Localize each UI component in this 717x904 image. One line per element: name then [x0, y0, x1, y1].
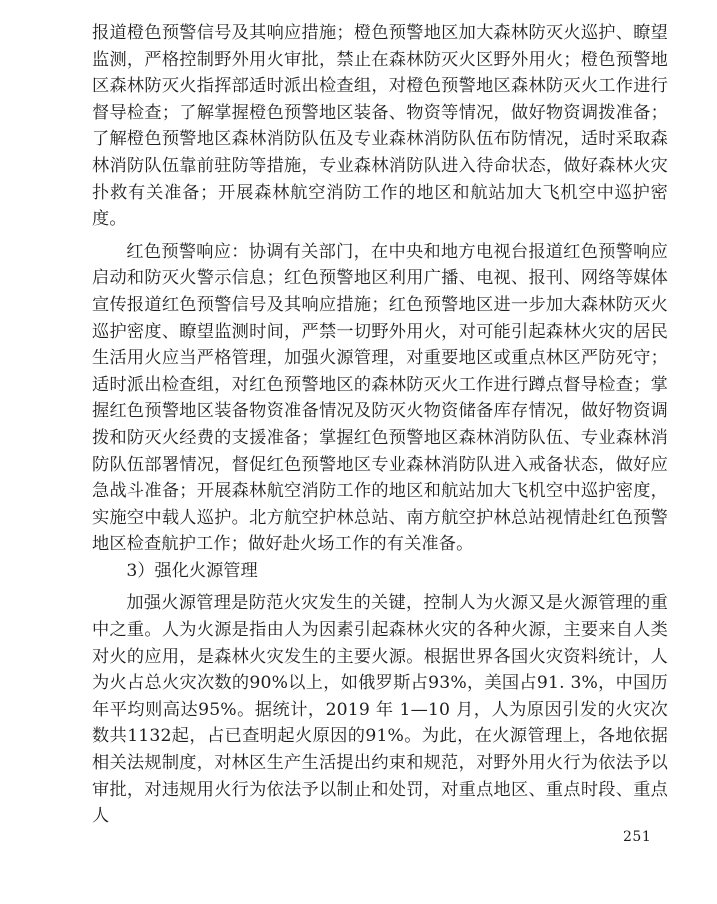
section-heading-fire-source-management: 3）强化火源管理: [126, 560, 258, 581]
page-number: 251: [623, 829, 652, 845]
paragraph-fire-source-management: 加强火源管理是防范火灾发生的关键，控制人为火源又是火源管理的重中之重。人为火源是指由人为因素引起森林火灾的各种火源，主要来自人类对火的应用，是森林火灾发生的主要火源。根据世界各国火灾资料统计，人为火占总火灾次数的90%以上，如俄罗斯占93%，美国占91. 3%，中国历年平均则高达95%。据统计，2019 年 1—10 月，人为原因引发的火灾次数共1132起，占已查明起火原因的91%。为此，在火源管理上，各地依据相关法规制度，对林区生产生活提出约束和规范，对野外用火行为依法予以审批，对违规用火行为依法予以制止和处罚，对重点地区、重点时段、重点人: [92, 593, 668, 827]
paragraph-orange-warning-continued: 报道橙色预警信号及其响应措施；橙色预警地区加大森林防灭火巡护、瞭望监测，严格控制野外用火审批，禁止在森林防灭火区野外用火；橙色预警地区森林防灭火指挥部适时派出检查组，对橙色预警地区森林防灭火工作进行督导检查；了解掌握橙色预警地区装备、物资等情况，做好物资调拨准备；了解橙色预警地区森林消防队伍及专业森林消防队伍布防情况，适时采取森林消防队伍靠前驻防等措施，专业森林消防队进入待命状态，做好森林火灾扑救有关准备；开展森林航空消防工作的地区和航站加大飞机空中巡护密度。: [92, 23, 668, 230]
document-page: [92, 0, 668, 904]
paragraph-red-warning-response: 红色预警响应：协调有关部门，在中央和地方电视台报道红色预警响应启动和防灭火警示信息；红色预警地区利用广播、电视、报刊、网络等媒体宣传报道红色预警信号及其响应措施；红色预警地区进一步加大森林防灭火巡护密度、瞭望监测时间，严禁一切野外用火，对可能引起森林火灾的居民生活用火应当严格管理，加强火源管理，对重要地区或重点林区严防死守；适时派出检查组，对红色预警地区的森林防灭火工作进行蹲点督导检查；掌握红色预警地区装备物资准备情况及防灭火物资储备库存情况，做好物资调拨和防灭火经费的支援准备；掌握红色预警地区森林消防队伍、专业森林消防队伍部署情况，督促红色预警地区专业森林消防队进入戒备状态，做好应急战斗准备；开展森林航空消防工作的地区和航站加大飞机空中巡护密度，实施空中载人巡护。北方航空护林总站、南方航空护林总站视情赴红色预警地区检查航护工作；做好赴火场工作的有关准备。: [92, 241, 668, 555]
